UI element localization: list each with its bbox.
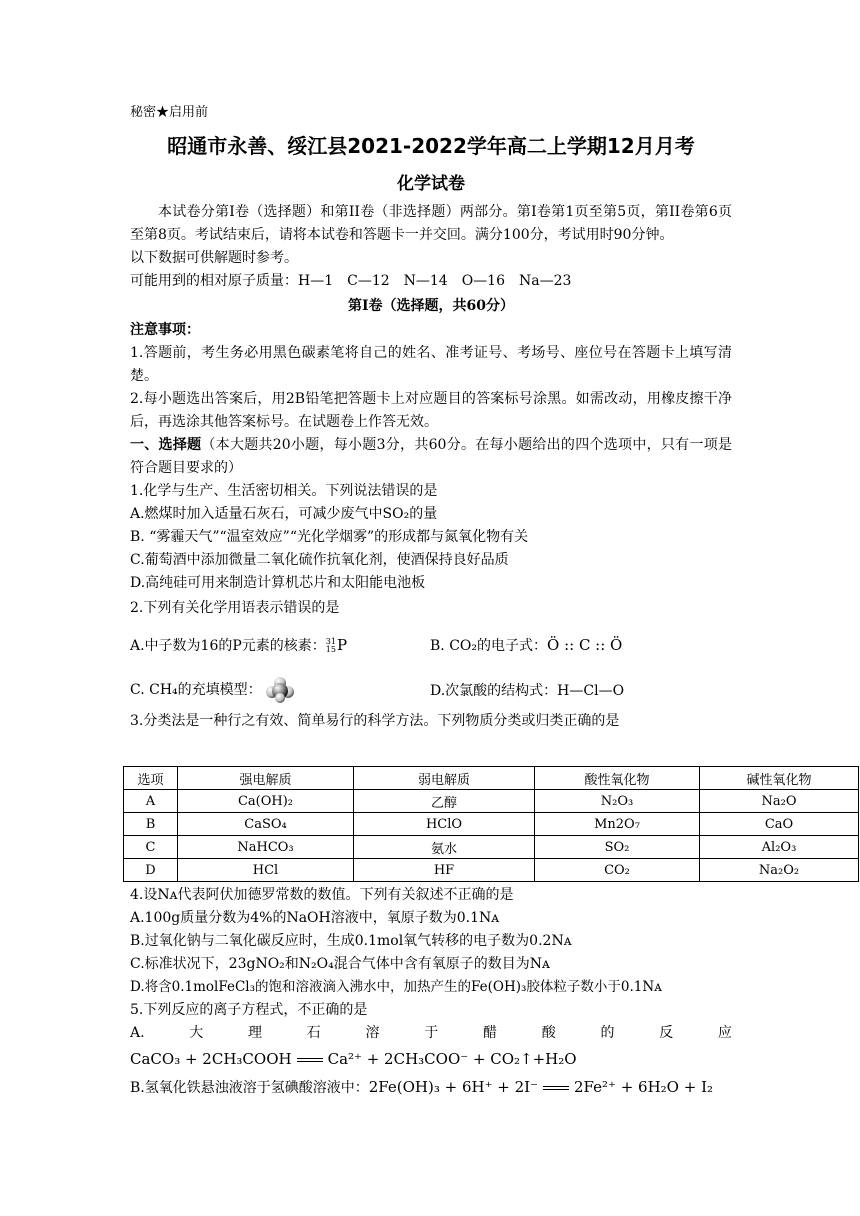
equation-lhs: 2Fe(OH)₃ + 6H⁺ + 2I⁻ (368, 1078, 538, 1096)
table-cell: Mn2O₇ (535, 813, 700, 836)
table-cell: Na₂O (700, 790, 859, 813)
notice-item-2: 2.每小题选出答案后，用2B铅笔把答题卡上对应题目的答案标号涂黑。如需改动，用橡皮擦干净后，再选涂其他答案标号。在试题卷上作答无效。 (130, 391, 732, 430)
table-header: 酸性氧化物 (535, 767, 700, 790)
table-cell: HClO (354, 813, 535, 836)
q1-stem: 1.化学与生产、生活密切相关。下列说法错误的是 (130, 483, 438, 499)
equals-sign (543, 1086, 569, 1090)
q4-option-c: C.标准状况下，23gNO₂和N₂O₄混合气体中含有氧原子的数目为Nᴀ (130, 956, 550, 972)
table-header: 选项 (124, 767, 178, 790)
table-cell: HF (354, 859, 535, 882)
intro-paragraph: 本试卷分第I卷（选择题）和第II卷（非选择题）两部分。第I卷第1页至第5页，第II卷第6页至第8页。考试结束后，请将本试卷和答题卡一并交回。满分100分，考试用时90分钟。 (130, 204, 732, 243)
spread-char: 应 (717, 1025, 732, 1041)
equation-lhs: CaCO₃ + 2CH₃COOH (130, 1050, 292, 1068)
q2-option-c (130, 677, 430, 703)
table-header-row (124, 767, 859, 790)
q1-option-d: D.高纯硅可用来制造计算机芯片和太阳能电池板 (130, 575, 426, 591)
table-header: 弱电解质 (354, 767, 535, 790)
nuclide-symbol: P (336, 636, 348, 654)
q4-option-d: D.将含0.1molFeCl₃的饱和溶液滴入沸水中，加热产生的Fe(OH)₃胶体粒子数小于0.1Nᴀ (130, 979, 662, 995)
table-cell: SO₂ (535, 836, 700, 859)
q2-option-d: D.次氯酸的结构式：H—Cl—O (430, 683, 625, 699)
atomic-masses: 可能用到的相对原子质量：H—1 C—12 N—14 O—16 Na—23 (130, 273, 572, 289)
equation-rhs: Ca²⁺ + 2CH₃COO⁻ + CO₂↑+H₂O (327, 1050, 577, 1068)
spread-char: 反 (659, 1025, 674, 1041)
q1-option-a: A.燃煤时加入适量石灰石，可减少废气中SO₂的量 (130, 506, 438, 522)
table-cell: 乙醇 (354, 790, 535, 813)
q4-option-a: A.100g质量分数为4%的NaOH溶液中，氧原子数为0.1Nᴀ (130, 910, 500, 926)
spread-char: 的 (600, 1025, 615, 1041)
part-description: （本大题共20小题，每小题3分，共60分。在每小题给出的四个选项中，只有一项是符合题目要求的） (130, 437, 732, 476)
ch4-space-filling-model-icon (266, 677, 294, 703)
q2-option-b (430, 635, 622, 655)
spread-char: 于 (424, 1025, 439, 1041)
q2-option-b-text: B. CO₂的电子式： (430, 638, 547, 654)
atomic-number: 15 (325, 645, 336, 654)
q4-option-b: B.过氧化钠与二氧化碳反应时，生成0.1mol氧气转移的电子数为0.2Nᴀ (130, 933, 572, 949)
classification-table (123, 766, 859, 882)
q2-option-a (130, 635, 430, 655)
q2-option-c-text: C. CH₄的充填模型： (130, 682, 262, 698)
q1-option-c: C.葡萄酒中添加微量二氧化硫作抗氧化剂，使酒保持良好品质 (130, 552, 509, 568)
intro-data-note: 以下数据可供解题时参考。 (130, 250, 298, 266)
intro (130, 201, 732, 293)
table-cell: C (124, 836, 178, 859)
table-cell: CaO (700, 813, 859, 836)
notice-item-1: 1.答题前，考生务必用黑色碳素笔将自己的姓名、准考证号、考场号、座位号在答题卡上填写清楚。 (130, 345, 732, 384)
q1-option-b: B. “雾霾天气”“温室效应”“光化学烟雾”的形成都与氮氧化物有关 (130, 529, 529, 545)
secret-label: 秘密★启用前 (130, 105, 209, 120)
spread-char: 理 (248, 1025, 263, 1041)
q2-stem: 2.下列有关化学用语表示错误的是 (130, 600, 340, 616)
q5-stem: 5.下列反应的离子方程式，不正确的是 (130, 1002, 368, 1018)
table-row (124, 836, 859, 859)
spread-char: 溶 (365, 1025, 380, 1041)
table-cell: B (124, 813, 178, 836)
q2-option-a-text: A.中子数为16的P元素的核素： (130, 638, 326, 654)
table-cell: D (124, 859, 178, 882)
equation-rhs: 2Fe²⁺ + 6H₂O + I₂ (574, 1078, 714, 1096)
co2-electron-formula: Ö :: C :: Ö (547, 636, 623, 654)
exam-subtitle: 化学试卷 (397, 174, 465, 194)
q5-option-a-equation (130, 1045, 732, 1073)
q2-row-ab (130, 620, 732, 670)
section-heading: 第I卷（选择题，共60分） (347, 298, 515, 314)
table-header: 强电解质 (178, 767, 354, 790)
table-row (124, 790, 859, 813)
part-title: 一、选择题 (130, 437, 202, 453)
exam-title: 昭通市永善、绥江县2021-2022学年高二上学期12月月考 (167, 134, 695, 158)
table-cell: Al₂O₃ (700, 836, 859, 859)
part-heading (130, 434, 732, 480)
table-cell: CO₂ (535, 859, 700, 882)
table-cell: Na₂O₂ (700, 859, 859, 882)
table-cell: A (124, 790, 178, 813)
spread-char: 醋 (482, 1025, 497, 1041)
spread-char: 大 (189, 1025, 204, 1041)
table-cell: Ca(OH)₂ (178, 790, 354, 813)
table-cell: CaSO₄ (178, 813, 354, 836)
q4-stem: 4.设Nᴀ代表阿伏加德罗常数的数值。下列有关叙述不正确的是 (130, 887, 514, 903)
table-cell: 氨水 (354, 836, 535, 859)
notice-title: 注意事项： (130, 322, 200, 338)
spread-char: 酸 (541, 1025, 556, 1041)
table-row (124, 813, 859, 836)
table-row (124, 859, 859, 882)
spread-char: A. (130, 1025, 145, 1041)
q2-row-cd (130, 670, 732, 710)
q5-option-b (130, 1073, 732, 1102)
exam-content-lower (130, 884, 732, 1102)
exam-content (130, 103, 732, 733)
table-cell: N₂O₃ (535, 790, 700, 813)
q3-stem: 3.分类法是一种行之有效、简单易行的科学方法。下列物质分类或归类正确的是 (130, 713, 620, 729)
table-header: 碱性氧化物 (700, 767, 859, 790)
nuclide-notation (326, 638, 336, 654)
q5-option-a-label (130, 1022, 732, 1045)
table-cell: NaHCO₃ (178, 836, 354, 859)
spread-char: 石 (306, 1025, 321, 1041)
mass-number: 31 (325, 637, 336, 646)
q5-option-b-text: B.氢氧化铁悬浊液溶于氢碘酸溶液中： (130, 1080, 369, 1096)
equals-sign (297, 1058, 323, 1062)
table-cell: HCl (178, 859, 354, 882)
